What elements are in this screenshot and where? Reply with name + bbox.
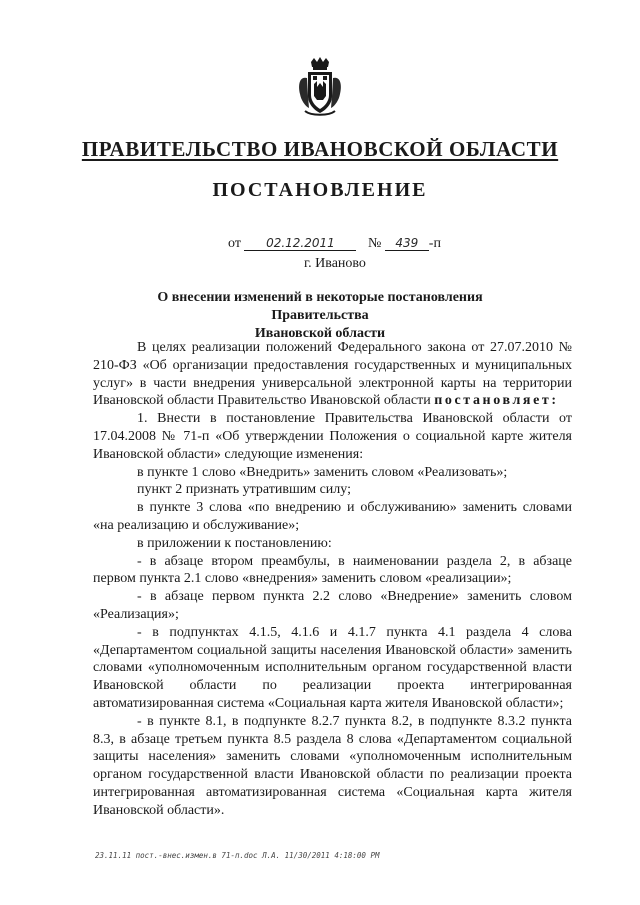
paragraph-6: - в абзаце втором преамбулы, в наименовании раздела 2, в абзаце первом пункта 2.1 слово «внедрения» заменить словом «реализации»; <box>93 553 572 587</box>
subject-line-1: О внесении изменений в некоторые постановления Правительства <box>157 290 483 323</box>
paragraph-1: 1. Внести в постановление Правительства Ивановской области от 17.04.2008 № 71-п «Об утверждении Положения о социальной карте жителя Ивановской области» следующие изменения: <box>93 411 572 462</box>
paragraph-7: - в абзаце первом пункта 2.2 слово «Внедрение» заменить словом «Реализация»; <box>93 589 572 622</box>
document-reference-line <box>228 236 441 252</box>
decree-word: постановляет: <box>434 393 559 409</box>
document-body <box>93 339 572 820</box>
number-suffix: -п <box>428 236 441 251</box>
city-name: г. Иваново <box>304 256 366 271</box>
paragraph-9: - в пункте 8.1, в подпункте 8.2.7 пункта 8.2, в подпункте 8.3.2 пункта 8.3, в абзаце третьем пункта 8.5 раздела 8 слова «Департаментом социальной защиты населения» заменить словами «уполномоченным исполнительным органом государственной власти Ивановской области по реализации проекта интегрированная автоматизированная система «Социальная карта жителя Ивановской области». <box>93 713 572 818</box>
number-label: № <box>367 236 382 251</box>
paragraph-8: - в подпунктах 4.1.5, 4.1.6 и 4.1.7 пункта 4.1 раздела 4 слова «Департаментом социальной защиты населения Ивановской области» заменить словами «уполномоченным исполнительным органом государственной власти Ивановской области по реализации проекта интегрированная автоматизированная система «Социальная карта жителя Ивановской области»; <box>93 624 572 711</box>
paragraph-4: в пункте 3 слова «по внедрению и обслуживанию» заменить словами «на реализацию и обслуживание»; <box>93 500 572 533</box>
document-type: ПОСТАНОВЛЕНИЕ <box>212 179 428 201</box>
government-title: ПРАВИТЕЛЬСТВО ИВАНОВСКОЙ ОБЛАСТИ <box>81 137 559 161</box>
intro-text: В целях реализации положений Федерального закона от 27.07.2010 № 210-ФЗ «Об организации предоставления государственных и муниципальных услуг» в части внедрения универсальной электронной карты на территории Ивановской области Правительство Ивановской области <box>93 340 572 409</box>
document-subject <box>110 289 530 343</box>
date-label: от <box>228 236 241 251</box>
subject-line-2: Ивановской области <box>254 326 386 341</box>
document-date: 02.12.2011 <box>244 236 356 251</box>
file-footer: 23.11.11 пост.-внес.измен.в 71-п.doc Л.А. 11/30/2011 4:18:00 PM <box>95 851 380 860</box>
coat-of-arms-icon <box>297 56 343 118</box>
paragraph-5: в приложении к постановлению: <box>137 535 332 551</box>
document-number: 439 <box>385 236 429 251</box>
intro-paragraph <box>93 339 572 410</box>
paragraph-3: пункт 2 признать утратившим силу; <box>137 482 351 498</box>
paragraph-2: в пункте 1 слово «Внедрить» заменить словом «Реализовать»; <box>137 464 508 480</box>
